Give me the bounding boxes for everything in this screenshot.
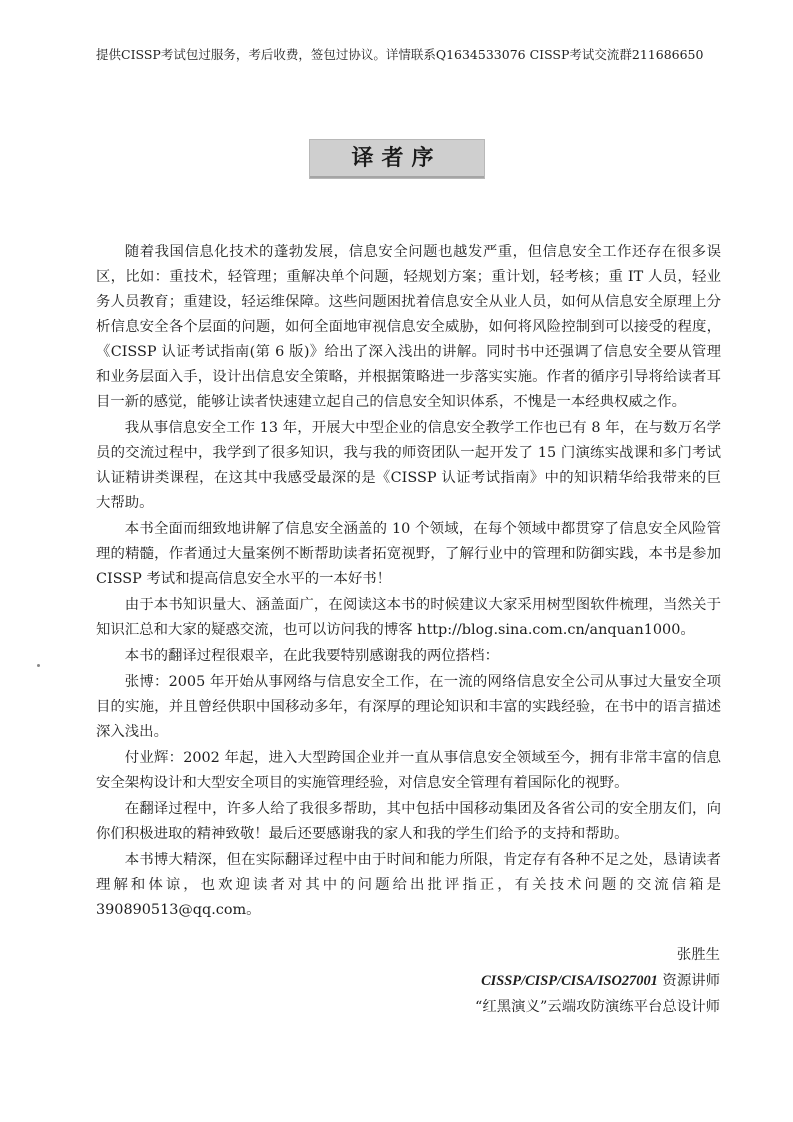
paragraph: 本书的翻译过程很艰辛，在此我要特别感谢我的两位搭档： xyxy=(124,648,499,664)
paragraph: 本书全面而细致地讲解了信息安全涵盖的 10 个领域，在每个领域中都贯穿了信息安全风险管理的精髓，作者通过大量案例不断帮助读者拓宽视野，了解行业中的管理和防御实践，本书是参加 CISSP 考试和提高信息安全水平的一本好书！ xyxy=(96,521,721,587)
margin-mark xyxy=(37,664,40,667)
preface-body xyxy=(96,240,721,924)
page-title: 译者序 xyxy=(309,139,485,179)
signature-name: 张胜生 xyxy=(676,947,720,963)
signature-credentials xyxy=(475,968,720,994)
signature-role-1: 资源讲师 xyxy=(662,973,720,989)
paragraph: 张博：2005 年开始从事网络与信息安全工作，在一流的网络信息安全公司从事过大量安全项目的实施，并且曾经供职中国移动多年，有深厚的理论知识和丰富的实践经验，在书中的语言描述深入浅出。 xyxy=(96,674,721,740)
paragraph: 随着我国信息化技术的蓬勃发展，信息安全问题也越发严重，但信息安全工作还存在很多误区，比如：重技术，轻管理；重解决单个问题，轻规划方案；重计划，轻考核；重 IT 人员，轻业务人员教育；重建设，轻运维保障。这些问题困扰着信息安全从业人员，如何从信息安全原理上分析信息安全各个层面的问题，如何全面地审视信息安全威胁，如何将风险控制到可以接受的程度，《CISSP 认证考试指南(第 6 版)》给出了深入浅出的讲解。同时书中还强调了信息安全要从管理和业务层面入手，设计出信息安全策略，并根据策略进一步落实实施。作者的循序引导将给读者耳目一新的感觉，能够让读者快速建立起自己的信息安全知识体系，不愧是一本经典权威之作。 xyxy=(96,244,721,410)
paragraph: 本书博大精深，但在实际翻译过程中由于时间和能力所限，肯定存有各种不足之处，恳请读者理解和体谅，也欢迎读者对其中的问题给出批评指正，有关技术问题的交流信箱是 390890513@qq.com。 xyxy=(96,852,721,918)
paragraph: 由于本书知识量大、涵盖面广，在阅读这本书的时候建议大家采用树型图软件梳理，当然关于知识汇总和大家的疑惑交流，也可以访问我的博客 http://blog.sina.com.cn/anquan1000。 xyxy=(96,597,721,638)
signature-block xyxy=(475,942,720,1020)
paragraph: 在翻译过程中，许多人给了我很多帮助，其中包括中国移动集团及各省公司的安全朋友们，向你们积极进取的精神致敬！最后还要感谢我的家人和我的学生们给予的支持和帮助。 xyxy=(96,801,721,842)
paragraph: 我从事信息安全工作 13 年，开展大中型企业的信息安全教学工作也已有 8 年，在与数万名学员的交流过程中，我学到了很多知识，我与我的师资团队一起开发了 15 门演练实战课和多门考试认证精讲类课程，在这其中我感受最深的是《CISSP 认证考试指南》中的知识精华给我带来的巨大帮助。 xyxy=(96,420,721,511)
title-container xyxy=(0,139,793,179)
signature-role-2: “红黑演义”云端攻防演练平台总设计师 xyxy=(475,999,720,1015)
signature-certs: CISSP/CISP/CISA/ISO27001 xyxy=(481,973,658,989)
header-note: 提供CISSP考试包过服务，考后收费，签包过协议。详情联系Q1634533076 CISSP考试交流群211686650 xyxy=(96,47,704,62)
paragraph: 付业辉：2002 年起，进入大型跨国企业并一直从事信息安全领域至今，拥有非常丰富的信息安全架构设计和大型安全项目的实施管理经验，对信息安全管理有着国际化的视野。 xyxy=(96,750,721,791)
